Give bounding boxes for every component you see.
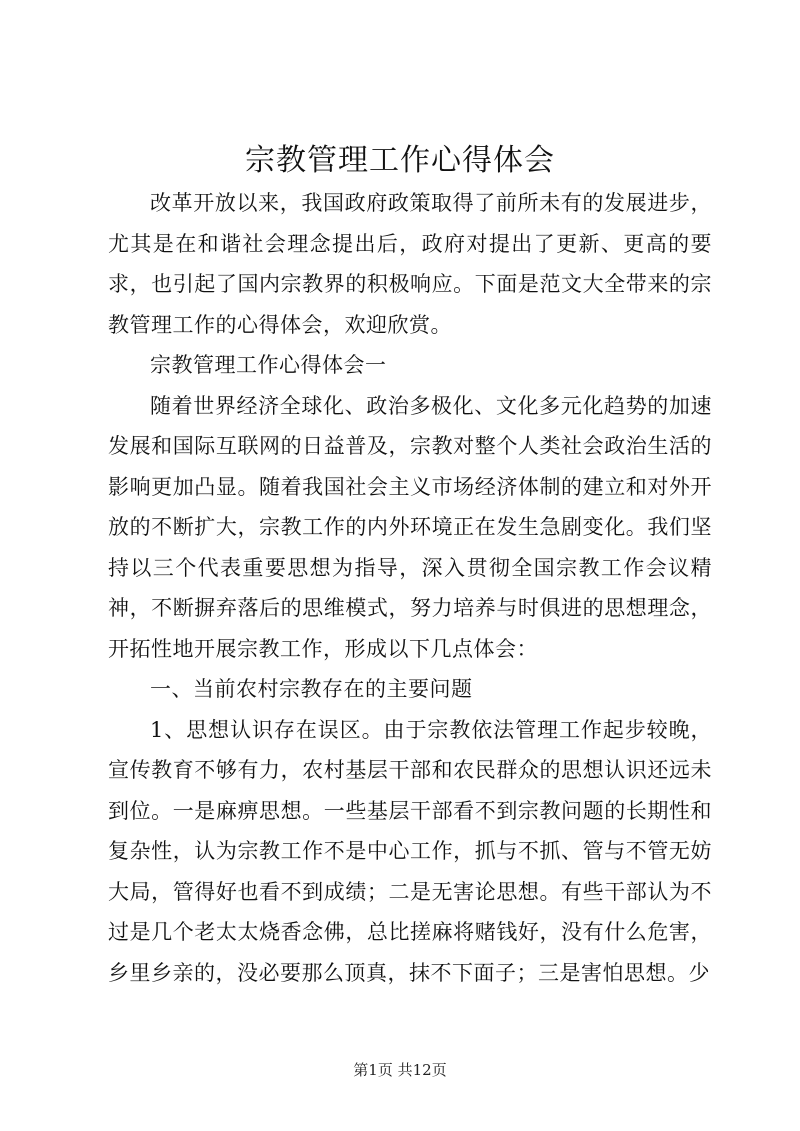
paragraph-intro: 改革开放以来，我国政府政策取得了前所未有的发展进步，尤其是在和谐社会理念提出后，政府对提出了更新、更高的要求，也引起了国内宗教界的积极响应。下面是范文大全带来的宗教管理工作的心得体会，欢迎欣赏。 <box>108 191 712 337</box>
section-heading-one: 宗教管理工作心得体会一 <box>150 353 387 377</box>
document-body <box>108 183 712 993</box>
paragraph-point-one: 1、思想认识存在误区。由于宗教依法管理工作起步较晚，宣传教育不够有力，农村基层干部和农民群众的思想认识还远未到位。一是麻痹思想。一些基层干部看不到宗教问题的长期性和复杂性，认为宗教工作不是中心工作，抓与不抓、管与不管无妨大局，管得好也看不到成绩；二是无害论思想。有些干部认为不过是几个老太太烧香念佛，总比搓麻将赌钱好，没有什么危害，乡里乡亲的，没必要那么顶真，抹不下面子；三是害怕思想。少 <box>108 717 712 985</box>
page-footer <box>0 1060 800 1080</box>
subsection-heading-problems: 一、当前农村宗教存在的主要问题 <box>150 677 473 701</box>
page-number: 第1页 共12页 <box>353 1061 447 1079</box>
document-title: 宗教管理工作心得体会 <box>245 143 555 178</box>
paragraph-background: 随着世界经济全球化、政治多极化、文化多元化趋势的加速发展和国际互联网的日益普及，宗教对整个人类社会政治生活的影响更加凸显。随着我国社会主义市场经济体制的建立和对外开放的不断扩大，宗教工作的内外环境正在发生急剧变化。我们坚持以三个代表重要思想为指导，深入贯彻全国宗教工作会议精神，不断摒弃落后的思维模式，努力培养与时俱进的思想理念，开拓性地开展宗教工作，形成以下几点体会： <box>108 393 712 661</box>
